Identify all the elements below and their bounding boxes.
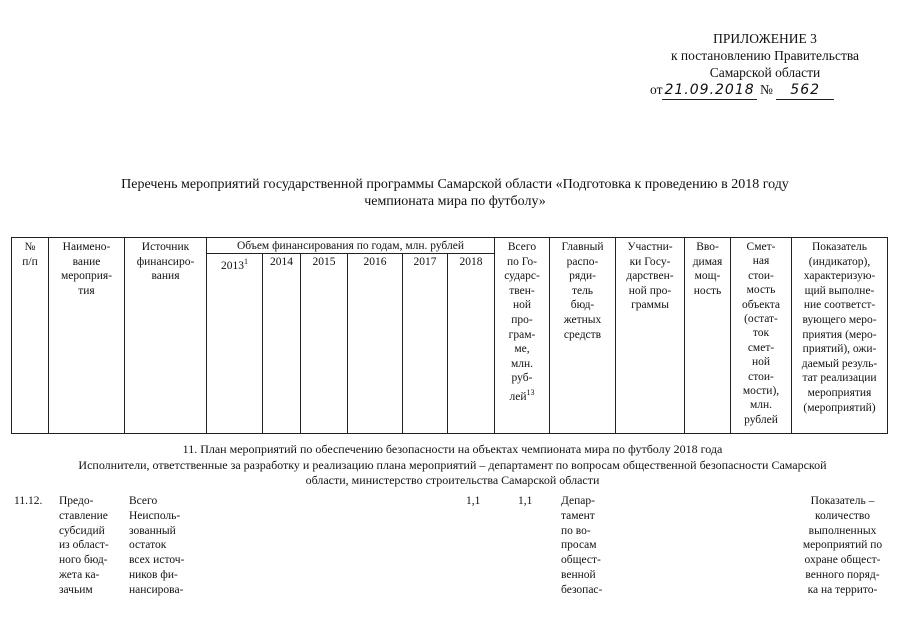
document-title-line1: Перечень мероприятий государственной программы Самарской области «Подготовка к проведению в 2018 году (121, 177, 789, 192)
header-manager: Главный распо- ряди- тель бюд- жетных средств (561, 241, 604, 341)
header-total: Всего по Го- сударс- твен- ной про- грам- ме, млн. руб- лей$^{13}$ (504, 241, 540, 403)
header-source: Источник финансиро- вания (136, 241, 195, 283)
header-year-2016: 2016 (363, 256, 387, 268)
row-value-2018: 1,1 (466, 495, 481, 507)
header-name: Наимено- вание мероприя- тия (60, 241, 113, 297)
header-capacity: Вво- димая мощ- ность (692, 241, 723, 297)
section-executors-line1: Исполнители, ответственные за разработку и реализацию плана мероприятий – департамент по вопросам общественной безопасности Самарской (78, 458, 827, 472)
header-year-2014: 2014 (270, 256, 293, 268)
row-value-total: 1,1 (518, 495, 533, 507)
date-prefix: от (650, 82, 663, 97)
header-year-2018: 2018 (459, 256, 483, 268)
appendix-resolution-line: к постановлению Правительства (670, 48, 860, 63)
appendix-region-line: Самарской области (709, 65, 821, 80)
row-num: 11.12. (14, 495, 43, 507)
number-prefix: № (760, 82, 773, 97)
appendix-title: ПРИЛОЖЕНИЕ 3 (713, 31, 817, 46)
row-name: Предо- ставление субсидий из област- ного бюд- жета ка- зачьим (59, 495, 109, 596)
header-volume: Объем финансирования по годам, млн. рублей (237, 240, 464, 252)
header-indicator: Показатель (индикатор), характеризую- щий выполне- ние соответст- вующего меро- приятия (меро- приятий), ожи- даемый резуль- тат реализации мероприятия (мероприятий) (801, 241, 878, 414)
section-title: 11. План мероприятий по обеспечению безопасности на объектах чемпионата мира по футболу 2018 года (182, 442, 723, 456)
header-year-2015: 2015 (312, 256, 336, 268)
footnote-1: 1 (244, 257, 248, 266)
row-indicator: Показатель – количество выполненных мероприятий по охране общест- венного поряд- ка на террито- (802, 495, 883, 596)
section-executors-line2: области, министерство строительства Самарской области (305, 473, 600, 487)
handwritten-date: 21.09.2018 (664, 82, 755, 98)
header-year-2017: 2017 (413, 256, 437, 268)
header-year-2013: 2013$^1$ (221, 257, 248, 272)
header-num: № п/п (22, 241, 38, 268)
row-source: Всего Неисполь- зованный остаток всех источ- ников фи- нансирова- (129, 495, 185, 596)
document-title-line2: чемпионата мира по футболу» (364, 194, 546, 209)
footnote-13: 13 (526, 387, 535, 397)
header-cost: Смет- ная стои- мость объекта (остат- ток смет- ной стои- мости), млн. рублей (741, 241, 781, 426)
header-participants: Участни- ки Госу- дарствен- ной про- граммы (626, 241, 674, 312)
row-manager: Депар- тамент по во- просам общест- венной безопас- (561, 495, 603, 596)
handwritten-number: 562 (776, 82, 834, 100)
